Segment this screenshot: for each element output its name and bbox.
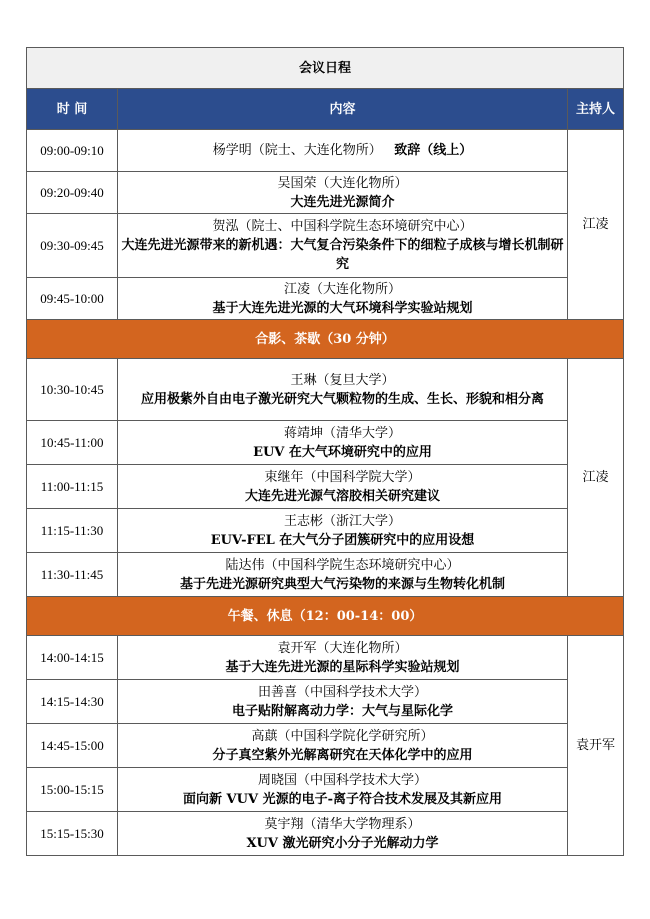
talk-content [118,278,568,320]
agenda-row [27,553,624,597]
header-content: 内容 [118,89,568,130]
agenda-title: 会议日程 [27,48,624,89]
header-row [27,89,624,130]
talk-topic: 面向新 VUV 光源的电子-离子符合技术发展及其新应用 [183,791,502,807]
talk-topic: 基于大连先进光源的星际科学实验站规划 [225,659,460,675]
talk-topic: 分子真空紫外光解离研究在天体化学中的应用 [212,747,473,763]
agenda-table [26,47,624,856]
session-host: 袁开军 [568,636,624,856]
talk-time: 11:30-11:45 [27,553,118,597]
talk-topic: 基于先进光源研究典型大气污染物的来源与生物转化机制 [179,576,505,592]
agenda-row [27,421,624,465]
talk-topic: 电子贴附解离动力学：大气与星际化学 [231,703,453,719]
talk-speaker: 田善喜（中国科学技术大学） [257,684,427,700]
talk-content [118,724,568,768]
talk-time: 15:00-15:15 [27,768,118,812]
talk-topic: 应用极紫外自由电子激光研究大气颗粒物的生成、生长、形貌和相分离 [140,391,544,407]
agenda-row [27,130,624,172]
talk-speaker: 江凌（大连化物所） [283,281,401,297]
talk-topic: 基于大连先进光源的大气环境科学实验站规划 [212,300,473,316]
talk-time: 14:45-15:00 [27,724,118,768]
agenda-row [27,812,624,856]
talk-content [118,359,568,421]
talk-topic: 大连先进光源简介 [290,194,395,210]
agenda-row [27,509,624,553]
talk-content [118,812,568,856]
talk-topic: 大连先进光源带来的新机遇：大气复合污染条件下的细粒子成核与增长机制研究 [121,238,564,272]
header-host: 主持人 [568,89,624,130]
talk-content [118,214,568,278]
break-label: 合影、茶歇（30 分钟） [27,320,624,359]
talk-time: 09:45-10:00 [27,278,118,320]
talk-content [118,465,568,509]
talk-time: 11:00-11:15 [27,465,118,509]
session-host: 江凌 [568,130,624,320]
talk-time: 10:30-10:45 [27,359,118,421]
talk-content [118,636,568,680]
talk-topic: 大连先进光源气溶胶相关研究建议 [244,488,440,504]
talk-content [118,680,568,724]
talk-time: 11:15-11:30 [27,509,118,553]
talk-time: 14:00-14:15 [27,636,118,680]
agenda-row [27,636,624,680]
break-row [27,597,624,636]
talk-speaker: 吴国荣（大连化物所） [277,175,408,191]
talk-speaker: 束继年（中国科学院大学） [264,469,421,485]
break-label: 午餐、休息（12：00-14：00） [27,597,624,636]
talk-time: 10:45-11:00 [27,421,118,465]
agenda-row [27,278,624,320]
talk-speaker: 杨学明（院士、大连化物所） [212,143,382,158]
talk-speaker: 莫宇翔（清华大学物理系） [264,816,421,832]
talk-speaker: 贺泓（院士、中国科学院生态环境研究中心） [212,219,473,234]
break-row [27,320,624,359]
talk-speaker: 陆达伟（中国科学院生态环境研究中心） [225,557,460,573]
talk-speaker: 王琳（复旦大学） [290,372,395,388]
talk-content [118,421,568,465]
talk-time: 09:20-09:40 [27,172,118,214]
agenda-row [27,465,624,509]
title-row [27,48,624,89]
talk-topic: XUV 激光研究小分子光解动力学 [246,835,439,851]
talk-content [118,768,568,812]
talk-speaker: 蒋靖坤（清华大学） [283,425,401,441]
agenda-row [27,214,624,278]
agenda-row [27,359,624,421]
agenda-row [27,172,624,214]
agenda-row [27,768,624,812]
talk-topic: 致辞（线上） [394,143,473,158]
talk-time: 09:30-09:45 [27,214,118,278]
header-time: 时 间 [27,89,118,130]
talk-speaker: 周晓国（中国科学技术大学） [257,772,427,788]
talk-content [118,130,568,172]
talk-content [118,172,568,214]
talk-speaker: 高蕻（中国科学院化学研究所） [251,728,434,744]
talk-time: 15:15-15:30 [27,812,118,856]
talk-time: 09:00-09:10 [27,130,118,172]
talk-content [118,509,568,553]
talk-speaker: 王志彬（浙江大学） [283,513,401,529]
talk-content [118,553,568,597]
session-host: 江凌 [568,359,624,597]
talk-topic: EUV-FEL 在大气分子团簇研究中的应用设想 [210,532,475,548]
talk-topic: EUV 在大气环境研究中的应用 [253,444,432,460]
agenda-row [27,724,624,768]
talk-speaker: 袁开军（大连化物所） [277,640,408,656]
talk-time: 14:15-14:30 [27,680,118,724]
agenda-row [27,680,624,724]
